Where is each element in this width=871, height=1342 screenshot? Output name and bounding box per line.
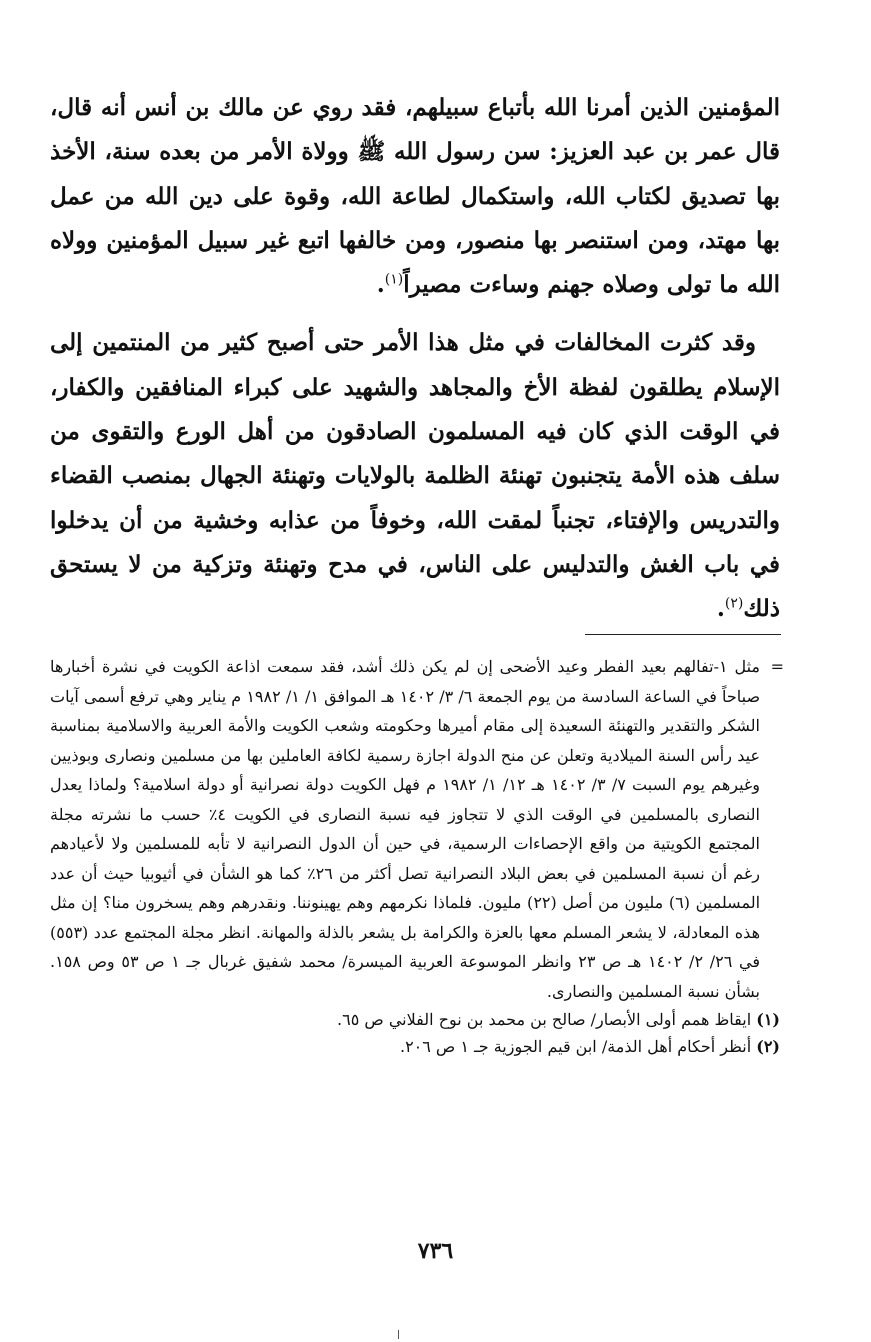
scan-mark bbox=[398, 1330, 399, 1339]
footnote-1-number: (١) bbox=[756, 1010, 780, 1029]
paragraph-1 bbox=[50, 86, 780, 307]
footnote-1-text: ايقاظ همم أولى الأبصار/ صالح بن محمد بن نوح الفلاني ص ٦٥. bbox=[337, 1010, 752, 1029]
footnote-ref-2[interactable]: (٢) bbox=[724, 595, 744, 612]
footnote-ref-1[interactable]: (١) bbox=[384, 271, 404, 288]
continuation-marker: = bbox=[770, 657, 784, 676]
paragraph-2-text: وقد كثرت المخالفات في مثل هذا الأمر حتى أصبح كثير من المنتمين إلى الإسلام يطلقون لفظة الأخ والمجاهد والشهيد على كبراء المنافقين والكفار، في الوقت الذي كان فيه المسلمون الصادقون من أهل الورع والتقوى من سلف هذه الأمة يتجنبون تهنئة الظلمة بالولايات وتهنئة الجهال بمنصب القضاء والتدريس والإفتاء، تجنباً لمقت الله، وخوفاً من عذابه وخشية من أن يدخلوا في باب الغش والتدليس على الناس، في مدح وتهنئة وتزكية من لا يستحق ذلك bbox=[50, 329, 780, 623]
footnote-continuation-text: مثل ١-تفالهم بعيد الفطر وعيد الأضحى إن لم يكن ذلك أشد، فقد سمعت اذاعة الكويت في نشرة أخبارها صباحاً في الساعة السادسة من يوم الجمعة ٦/ ٣/ ١٤٠٢ هـ الموافق ١/ ١/ ١٩٨٢ م يناير وهي ترفع أسمى آيات الشكر والتقدير والتهنئة السعيدة إلى مقام أميرها وحكومته وشعب الكويت والأمة العربية والاسلامية بمناسبة عيد رأس السنة الميلادية وتعلن عن منح الدولة اجازة رسمية لكافة العاملين بها من مسلمين ونصارى وبوذيين وغيرهم يوم السبت ٧/ ٣/ ١٤٠٢ هـ ١٢/ ١/ ١٩٨٢ م فهل الكويت دولة نصرانية أو دولة اسلامية؟ ولماذا يعدل النصارى بالمسلمين في الوقت الذي لا تتجاوز فيه نسبة النصارى في الكويت ٤٪ حسب ما نشرته مجلة المجتمع الكويتية من واقع الإحصاءات الرسمية، في حين أن الدول النصرانية لا تأبه للمسلمين ولا لأعيادهم رغم أن نسبة المسلمين في بعض البلاد النصرانية تصل أكثر من ٢٦٪ كما هو الشأن في أثيوبيا حيث أن عدد المسلمين (٦) مليون من أصل (٢٢) مليون. فلماذا نكرمهم وهم يهينوننا. ونقدرهم وهم يسخرون منا؟ إن مثل هذه المعادلة، لا يشعر المسلم معها بالعزة والكرامة بل يشعر بالذلة والمهانة. انظر مجلة المجتمع عدد (٥٥٣) في ٢٦/ ٢/ ١٤٠٢ هـ ص ٢٣ وانظر الموسوعة العربية الميسرة/ محمد شفيق غربال جـ ١ ص ٥٣ وص ١٥٨. بشأن نسبة المسلمين والنصارى. bbox=[50, 657, 761, 1001]
paragraph-1-period: . bbox=[376, 271, 385, 299]
footnote-2-number: (٢) bbox=[756, 1037, 780, 1056]
main-text bbox=[50, 86, 780, 632]
footnote-separator bbox=[585, 634, 781, 635]
footnote-2-text: أنظر أحكام أهل الذمة/ ابن قيم الجوزية جـ ١ ص ٢٠٦. bbox=[399, 1037, 752, 1056]
footnote-2 bbox=[50, 1033, 780, 1060]
paragraph-2-period: . bbox=[716, 595, 725, 623]
page-number: ٧٣٦ bbox=[417, 1238, 454, 1264]
footnotes bbox=[50, 652, 784, 1060]
footnote-continuation bbox=[50, 652, 784, 1006]
footnote-1 bbox=[50, 1006, 780, 1033]
paragraph-1-text: المؤمنين الذين أمرنا الله بأتباع سبيلهم، فقد روي عن مالك بن أنس أنه قال، قال عمر بن عبد العزيز: سن رسول الله ﷺ وولاة الأمر من بعده سنة، الأخذ بها تصديق لكتاب الله، واستكمال لطاعة الله، وقوة على دين الله من عمل بها مهتد، ومن استنصر بها منصور، ومن خالفها اتبع غير سبيل المؤمنين وولاه الله ما تولى وصلاه جهنم وساءت مصيراً bbox=[50, 94, 780, 299]
paragraph-2 bbox=[50, 321, 780, 631]
